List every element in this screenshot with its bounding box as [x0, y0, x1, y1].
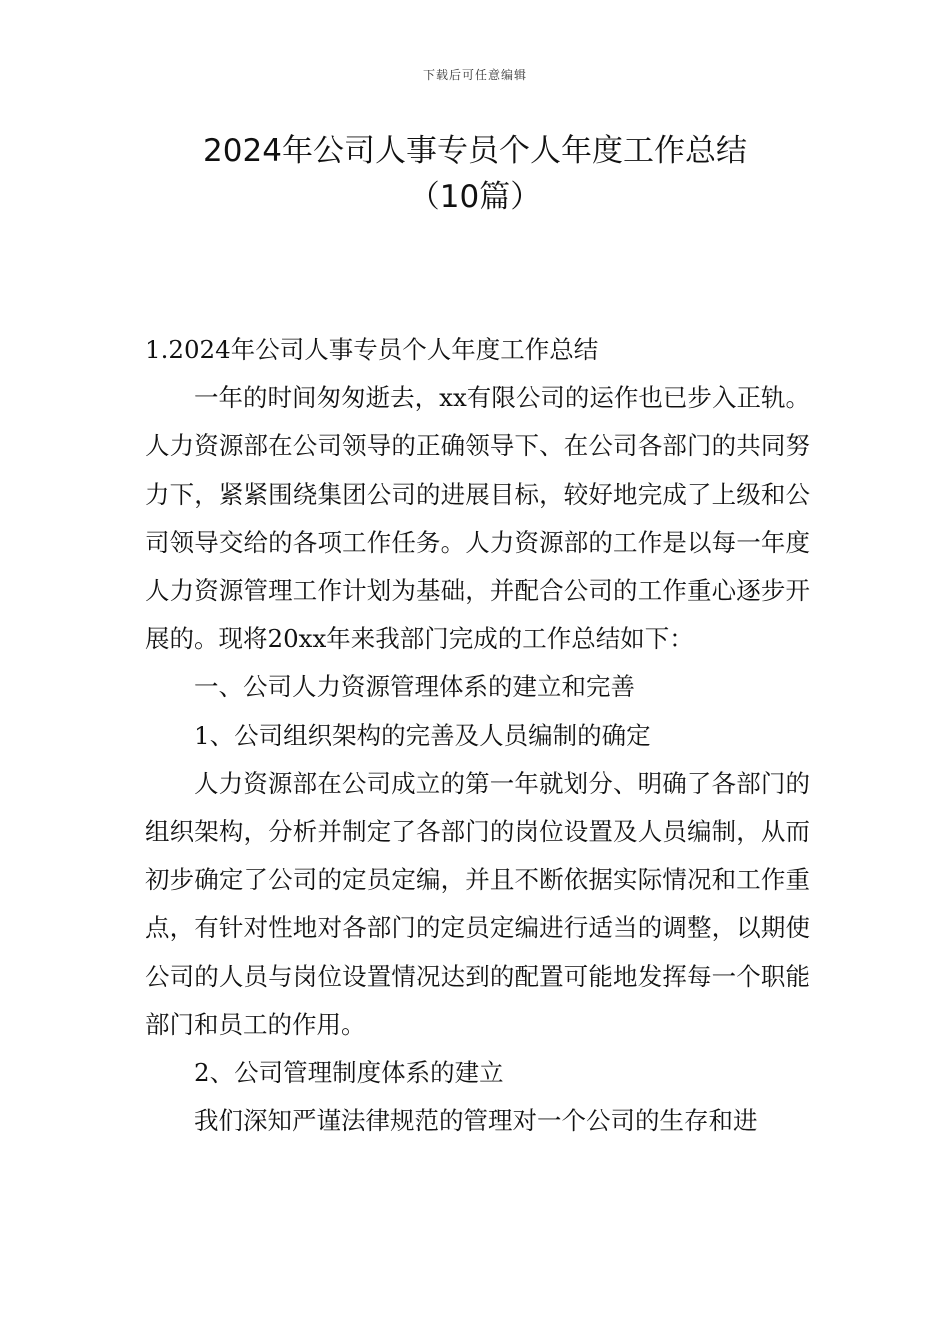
document-title — [60, 128, 890, 220]
title-line-2: （10篇） — [408, 179, 542, 215]
subheading-2: 2、公司管理制度体系的建立 — [194, 1058, 504, 1088]
subheading-1: 1、公司组织架构的完善及人员编制的确定 — [194, 720, 651, 750]
intro-paragraph: 一年的时间匆匆逝去，xx有限公司的运作也已步入正轨。人力资源部在公司领导的正确领导下、在公司各部门的共同努力下，紧紧围绕集团公司的进展目标，较好地完成了上级和公司领导交给的各项工作任务。人力资源部的工作是以每一年度人力资源管理工作计划为基础，并配合公司的工作重心逐步开展的。现将20xx年来我部门完成的工作总结如下： — [145, 383, 810, 654]
title-line-1: 2024年公司人事专员个人年度工作总结 — [203, 133, 747, 169]
body-paragraph: 人力资源部在公司成立的第一年就划分、明确了各部门的组织架构，分析并制定了各部门的岗位设置及人员编制，从而初步确定了公司的定员定编，并且不断依据实际情况和工作重点，有针对性地对各部门的定员定编进行适当的调整，以期使公司的人员与岗位设置情况达到的配置可能地发挥每一个职能部门和员工的作用。 — [145, 768, 810, 1039]
document-body — [145, 326, 810, 1145]
section-heading: 1.2024年公司人事专员个人年度工作总结 — [145, 335, 599, 364]
chapter-heading: 一、公司人力资源管理体系的建立和完善 — [194, 672, 635, 702]
download-note: 下载后可任意编辑 — [422, 68, 527, 82]
body-paragraph: 我们深知严谨法律规范的管理对一个公司的生存和进 — [194, 1106, 758, 1136]
